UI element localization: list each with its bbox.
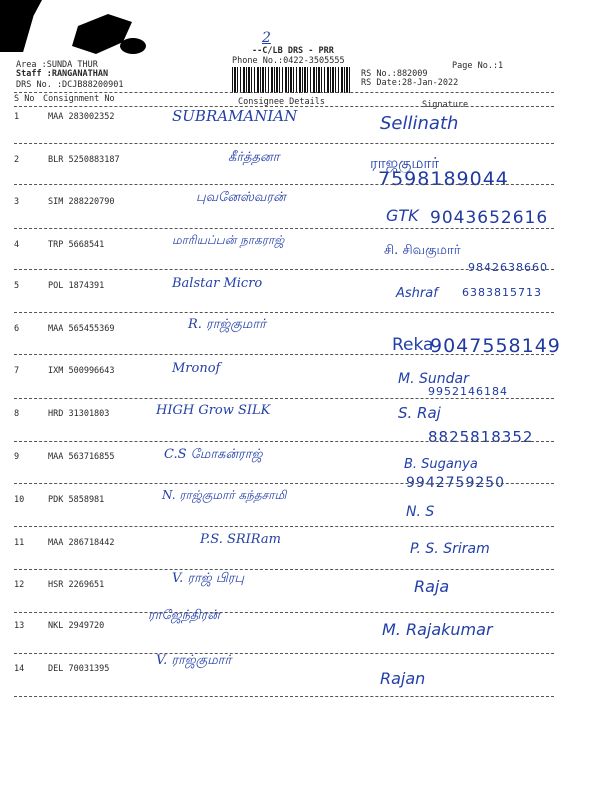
table-row <box>0 443 600 491</box>
row-signature: M. Rajakumar <box>382 620 493 639</box>
col-sno: S No <box>14 94 35 104</box>
col-signature: Signature <box>422 100 469 110</box>
row-consignment: DEL 70031395 <box>48 664 110 674</box>
table-row <box>0 400 600 446</box>
row-consignment: TRP 5668541 <box>48 240 105 250</box>
row-signature: Ashraf <box>396 286 438 301</box>
row-signature: Sellinath <box>380 113 459 134</box>
row-sno: 6 <box>14 324 20 334</box>
table-row <box>0 571 600 612</box>
row-divider <box>14 569 554 570</box>
barcode <box>232 67 350 93</box>
row-consignee: புவனேஸ்வரன் <box>196 190 286 205</box>
table-row <box>0 103 600 144</box>
row-consignee: P.S. SRIRam <box>200 532 281 547</box>
row-consignee: கீர்த்தனா <box>228 150 280 165</box>
row-sno: 9 <box>14 452 20 462</box>
row-signature: சி. சிவகுமார் <box>384 243 461 258</box>
row-sno: 2 <box>14 155 20 165</box>
row-consignee: ராஜேந்திரன் <box>148 608 220 623</box>
row-divider <box>14 269 554 270</box>
torn-corner-blot <box>0 0 42 52</box>
row-phone: 9842638660 <box>468 261 548 274</box>
handwritten-page-mark: 2 <box>262 30 271 46</box>
row-signature: M. Sundar <box>398 371 469 387</box>
row-sno: 4 <box>14 240 20 250</box>
row-signature: Reka <box>392 335 434 355</box>
row-consignment: POL 1874391 <box>48 281 105 291</box>
rs-number: RS No.:882009 <box>361 69 428 79</box>
row-sno: 1 <box>14 112 20 122</box>
row-sno: 10 <box>14 495 25 505</box>
row-consignment: MAA 565455369 <box>48 324 115 334</box>
row-divider <box>14 526 554 527</box>
row-consignment: HSR 2269651 <box>48 580 105 590</box>
row-consignment: NKL 2949720 <box>48 621 105 631</box>
row-consignee: Mronof <box>172 361 221 376</box>
table-row <box>0 146 600 190</box>
row-consignment: MAA 563716855 <box>48 452 115 462</box>
row-consignee: C.S மோகன்ராஜ் <box>164 447 263 462</box>
row-consignment: MAA 286718442 <box>48 538 115 548</box>
table-row <box>0 486 600 527</box>
table-row <box>0 608 600 653</box>
row-consignment: HRD 31301803 <box>48 409 110 419</box>
table-row <box>0 188 600 229</box>
row-divider <box>14 653 554 654</box>
row-sno: 11 <box>14 538 25 548</box>
page-number: Page No.:1 <box>452 61 504 71</box>
row-signature: ராஜகுமார் <box>370 154 440 172</box>
row-signature: N. S <box>406 504 435 520</box>
row-signature: S. Raj <box>398 404 441 422</box>
row-divider <box>14 696 554 697</box>
row-consignment: SIM 288220790 <box>48 197 115 207</box>
header-divider <box>14 92 554 93</box>
row-consignee: மாரியப்பன் நாகராஜ் <box>172 233 285 247</box>
row-sno: 14 <box>14 664 25 674</box>
row-sno: 12 <box>14 580 25 590</box>
row-divider <box>14 228 554 229</box>
row-divider <box>14 143 554 144</box>
table-row <box>0 315 600 356</box>
row-consignment: MAA 283002352 <box>48 112 115 122</box>
row-phone: 6383815713 <box>462 286 542 299</box>
col-consignment: Consignment No <box>43 94 115 104</box>
table-row <box>0 272 600 313</box>
row-consignment: PDK 5858981 <box>48 495 105 505</box>
row-phone: 7598189044 <box>378 168 509 190</box>
table-row <box>0 529 600 570</box>
row-divider <box>14 483 554 484</box>
row-consignee: V. ராஜ்குமார் <box>156 653 232 668</box>
row-signature: B. Suganya <box>404 457 478 472</box>
ink-blot-small <box>120 38 146 54</box>
drs-number: DRS No. :DCJB88200901 <box>16 80 124 90</box>
table-row <box>0 357 600 398</box>
row-divider <box>14 398 554 399</box>
row-consignee: R. ராஜ்குமார் <box>188 317 266 332</box>
row-phone: 9952146184 <box>428 385 508 398</box>
row-sno: 5 <box>14 281 20 291</box>
row-consignee: SUBRAMANIAN <box>172 107 298 125</box>
row-sno: 7 <box>14 366 20 376</box>
row-divider <box>14 441 554 442</box>
row-phone: 9047558149 <box>430 335 561 357</box>
col-consignee: Consignee Details <box>238 97 325 107</box>
row-consignee: Balstar Micro <box>172 276 263 291</box>
row-consignment: IXM 500996643 <box>48 366 115 376</box>
row-sno: 3 <box>14 197 20 207</box>
staff-label: Staff :RANGANATHAN <box>16 69 109 79</box>
row-divider <box>14 184 554 185</box>
row-consignee: V. ராஜ் பிரபு <box>172 571 245 586</box>
row-sno: 13 <box>14 621 25 631</box>
row-signature: GTK <box>386 206 419 225</box>
table-row <box>0 655 600 696</box>
row-sno: 8 <box>14 409 20 419</box>
row-phone: 9942759250 <box>406 475 506 491</box>
row-consignee: HIGH Grow SILK <box>156 403 271 418</box>
branch-phone: Phone No.:0422-3505555 <box>232 56 345 66</box>
row-consignment: BLR 5250883187 <box>48 155 120 165</box>
sheet-title: --C/LB DRS - PRR <box>252 46 334 56</box>
row-signature: Rajan <box>380 669 426 688</box>
row-consignee: N. ராஜ்குமார் கந்தசாமி <box>162 488 287 502</box>
row-signature: P. S. Sriram <box>410 541 490 557</box>
rs-date: RS Date:28-Jan-2022 <box>361 78 459 88</box>
row-divider <box>14 354 554 355</box>
row-divider <box>14 312 554 313</box>
row-signature: Raja <box>414 577 450 596</box>
area-label: Area :SUNDA THUR <box>16 60 98 70</box>
row-phone: 8825818352 <box>428 428 534 446</box>
row-phone: 9043652616 <box>430 208 549 228</box>
table-row <box>0 231 600 272</box>
